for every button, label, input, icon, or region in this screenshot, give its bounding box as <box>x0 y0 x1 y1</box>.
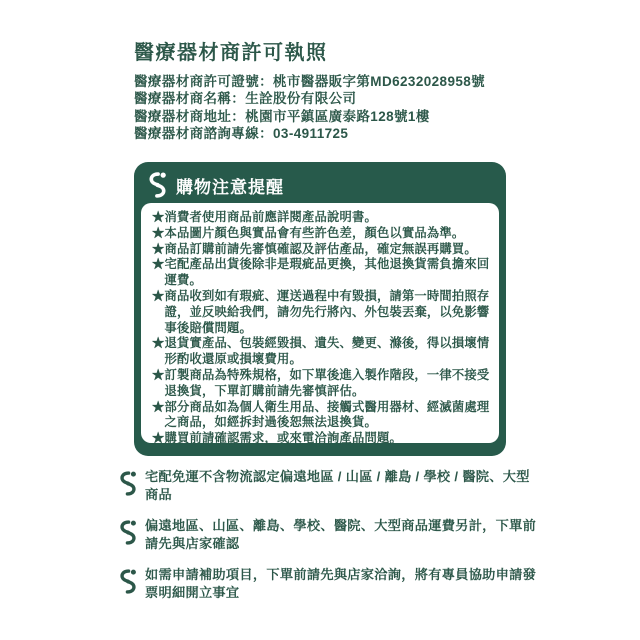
brand-logo-icon <box>118 566 138 595</box>
brand-logo-icon <box>118 517 138 546</box>
notice-item: ★訂製商品為特殊規格，如下單後進入製作階段，一律不接受退換貨，下單訂購前請先審慎評估。 <box>152 367 490 398</box>
license-address-line: 醫療器材商地址：桃園市平鎮區廣泰路128號1樓 <box>134 108 430 124</box>
shipping-note <box>118 468 542 503</box>
shipping-note-text: 宅配免運不含物流認定偏遠地區 / 山區 / 離島 / 學校 / 醫院、大型商品 <box>145 469 530 502</box>
footer-notes <box>118 468 542 615</box>
notice-item: ★部分商品如為個人衛生用品、接觸式醫用器材、經滅菌處理之商品，如經拆封過後恕無法退換貨。 <box>152 399 490 430</box>
subsidy-note <box>118 566 542 601</box>
notice-title: 購物注意提醒 <box>176 177 284 197</box>
notice-item: ★本品圖片顏色與實品會有些許色差，顏色以實品為準。 <box>152 225 465 240</box>
brand-logo-icon <box>147 171 168 199</box>
page-title: 醫療器材商許可執照 <box>134 42 328 64</box>
remote-area-note <box>118 517 542 552</box>
subsidy-note-text: 如需申請補助項目，下單前請先與店家洽詢，將有專員協助申請發票明細開立事宜 <box>145 567 537 600</box>
license-company-line: 醫療器材商名稱：生詮股份有限公司 <box>134 91 357 107</box>
notice-body <box>141 203 499 446</box>
notice-header <box>134 162 506 200</box>
notice-item: ★退貨實產品、包裝經毀損、遺失、變更、滌後，得以損壞情形酌收還原或損壞費用。 <box>152 336 490 367</box>
notice-item: ★商品收到如有瑕疵、運送過程中有毀損，請第一時間拍照存證，並反映給我們，請勿先行將內、外包裝丟棄，以免影響事後賠償問題。 <box>152 288 490 335</box>
remote-area-note-text: 偏遠地區、山區、離島、學校、醫院、大型商品運費另計，下單前請先與店家確認 <box>145 518 537 551</box>
license-info <box>134 73 485 142</box>
notice-item: ★商品訂購前請先審慎確認及評估產品，確定無誤再購買。 <box>152 241 477 256</box>
notice-list <box>152 210 491 447</box>
notice-item: ★購買前請確認需求，或來電洽詢產品問題。 <box>152 431 402 446</box>
license-number-line: 醫療器材商許可證號：桃市醫器販字第MD6232028958號 <box>134 74 486 89</box>
notice-item: ★消費者使用商品前應詳閱產品說明書。 <box>152 210 377 224</box>
shopping-notice-box <box>134 162 506 456</box>
brand-logo-icon <box>118 468 138 497</box>
license-hotline-line: 醫療器材商諮詢專線：03-4911725 <box>134 125 349 141</box>
notice-item: ★宅配產品出貨後除非是瑕疵品更換，其他退換貨需負擔來回運費。 <box>152 257 490 288</box>
